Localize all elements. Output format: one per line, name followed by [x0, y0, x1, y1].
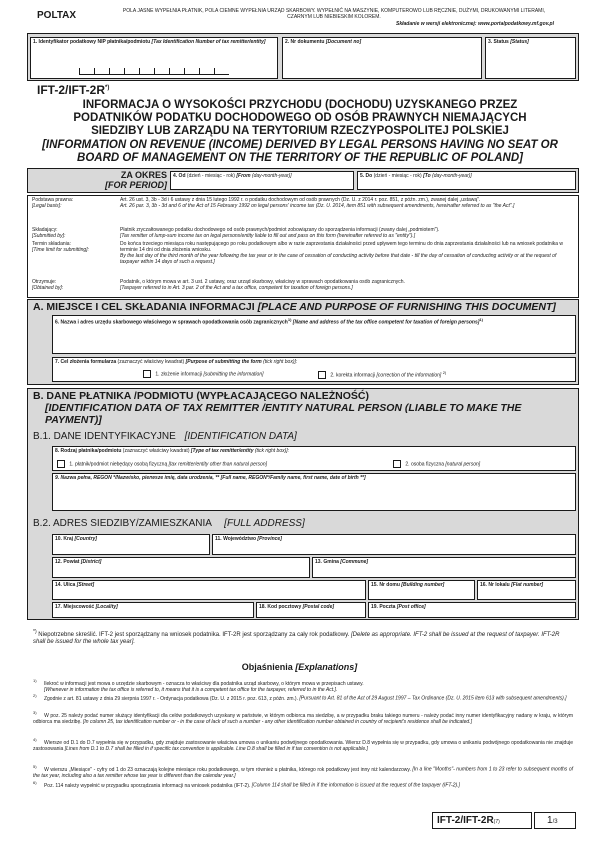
obtained-by-label-en: [Obtained by]: — [32, 285, 64, 291]
tax-id-digit-boxes — [79, 68, 229, 75]
remitter-natural-label: 2. osoba fizyczna — [405, 461, 445, 468]
tax-id-label: 1. Identyfikator podatkowy NIP płatnika/podmiotu — [33, 39, 151, 45]
submitted-by-label-en: [Submitted by]: — [32, 233, 66, 239]
status-label: 3. Status — [488, 39, 509, 45]
remitter-natural-label-en: [natural person] — [445, 461, 481, 468]
period-to-hint-en: (day-month-year)] — [432, 173, 472, 179]
section-b2-title-pl: B.2. ADRES SIEDZIBY/ZAMIESZKANIA — [33, 518, 212, 529]
flat-number-label-en: [Flat number] — [511, 582, 544, 588]
time-limit-label-en: [Time limit for submitting]: — [32, 247, 89, 253]
section-b1-title-en: [IDENTIFICATION DATA] — [184, 431, 297, 442]
purpose-field — [52, 357, 576, 382]
legal-basis-label-en: [Legal basis]: — [32, 203, 62, 209]
star-footnote-text: Niepotrzebne skreślić. IFT-2 jest sporządzany na wniosek podatnika. IFT-2R jest sporządzany za cały rok podatkowy. — [38, 632, 350, 638]
country-field[interactable] — [52, 534, 210, 555]
submitted-by-text-en: [Tax remitter of lump-sum income tax on legal persons/entity liable to fill out and pass on this form (hereinafter referred to as "entity").] — [120, 233, 416, 239]
remitter-type-label-en: [Type of tax remitter/entity — [190, 448, 254, 454]
submitted-by-text: Płatnik zryczałtowanego podatku dochodowego od osób prawnych/podmiot zobowiązany do sporządzenia informacji (zwany dalej „podmiotem"). — [120, 227, 440, 233]
remitter-natural-checkbox[interactable] — [393, 460, 401, 468]
explanation-5-text-en: [In a line "Months"- numbers from 1 to 23 refer to subsequent months of the tax year, including also a tax remitter whose tax year is different than the calendar year.] — [33, 766, 574, 779]
footer-version: (7) — [493, 819, 500, 825]
commune-label-en: [Commune] — [340, 559, 369, 565]
purpose-submit-label: 1. złożenie informacji — [155, 371, 203, 378]
section-b2-title-en: [FULL ADDRESS] — [224, 518, 305, 529]
postal-code-label-en: [Postal code] — [302, 604, 335, 610]
explanation-3-number: 3) — [33, 710, 37, 715]
post-office-field[interactable] — [368, 602, 576, 618]
period-to-label: 5. Do — [360, 173, 373, 179]
explanation-6-text: Poz. 114 należy wypełnić w przypadku sporządzania informacji na wniosek podatnika (IFT-2). — [43, 782, 251, 789]
remitter-type-option-natural[interactable] — [393, 460, 480, 468]
purpose-submit-label-en: [submitting the information] — [203, 371, 264, 378]
purpose-option-correction[interactable] — [318, 370, 446, 379]
section-b2-title — [33, 518, 305, 529]
locality-field[interactable] — [52, 602, 254, 618]
remitter-non-natural-checkbox[interactable] — [57, 460, 65, 468]
remitter-type-field — [52, 446, 576, 471]
purpose-correction-label: 2. korekta informacji — [330, 372, 376, 379]
tax-office-label: 6. Nazwa i adres urzędu skarbowego właściwego w sprawach opodatkowania osób zagranicznych — [55, 319, 288, 326]
form-code-text: IFT-2/IFT-2R — [37, 83, 106, 97]
obtained-by-text-en: [Taxpayer referred to in Art. 3 par. 2 of the Act and a tax office, competent for taxation of foreign persons.] — [120, 285, 353, 291]
legal-basis-text-en: Art. 26 par. 3, 3b - 3d and 6 of the Act of 15 February 1992 on legal persons' income tax (Dz. U. 2014, item 851 with subsequent amendments, hereinafter referred to as "the Act".] — [120, 203, 515, 209]
form-code — [37, 83, 109, 97]
time-limit-text-en: By the last day of the third month of the year following the tax year or in the case of cessation of conducting activity before that date - till the day of cessation of conducting activity or at the request of taxpayer within 14 days of such a request.] — [120, 253, 557, 265]
form-title-pl: INFORMACJA O WYSOKOŚCI PRZYCHODU (DOCHODU) UZYSKANEGO PRZEZ PODATNIKÓW PODATKU DOCHODOWEGO OD OSÓB PRAWNYCH NIEMAJĄCYCH SIEDZIBY LUB ZARZĄDU NA TERYTORIUM RZECZYPOSPOLITEJ POLSKIEJ — [73, 99, 527, 137]
post-office-label: 19. Poczta — [371, 604, 396, 610]
province-label: 11. Województwo — [215, 536, 257, 542]
explanation-4-number: 4) — [33, 737, 37, 742]
footer-pages: /3 — [552, 819, 558, 825]
district-field[interactable] — [52, 557, 310, 578]
period-from-label: 4. Od — [173, 173, 186, 179]
star-footnote — [33, 629, 573, 646]
explanation-6-text-en: [Column 114 shall be filled in if the information is issued at the request of the taxpayer (IFT-2).] — [251, 782, 460, 789]
remitter-non-natural-label: 1. płatnik/podmiot niebędący osobą fizyczną — [69, 461, 168, 468]
country-label-en: [Country] — [74, 536, 97, 542]
explanation-6-number: 6) — [33, 780, 37, 785]
explanation-3-text: W poz. 25 należy podać numer służący identyfikacji dla celów podatkowych uzyskany w państwie, w którym odbiorca ma siedzibę, a w przypadku braku takiego numeru - należy podać inny numer identyfikacyjny nadany w kraju, w którym odbiorca ma siedzibę. — [33, 712, 574, 725]
explanation-1-text-en: [Whenever in information the tax office is referred to, it means that it is a competent tax office for the taxpayer, referred to in the Act.]. — [44, 686, 338, 693]
tax-office-footnote-mark: 1) — [287, 317, 292, 322]
province-field[interactable] — [212, 534, 576, 555]
building-number-label-en: [Building number] — [401, 582, 445, 588]
star-footnote-mark: *) — [33, 629, 37, 635]
period-label — [95, 170, 167, 190]
fill-instructions: POLA JASNE WYPEŁNIA PŁATNIK, POLA CIEMNE WYPEŁNIA URZĄD SKARBOWY. WYPEŁNIĆ NA MASZYNIE, KOMPUTEROWO LUB RĘCZNIE, DUŻYMI, DRUKOWANYMI LITERAMI, CZARNYM LUB NIEBIESKIM KOLOREM. — [122, 8, 546, 20]
footer-page: 1 — [547, 815, 553, 826]
status-field — [485, 37, 576, 79]
period-to-field[interactable] — [357, 171, 576, 190]
full-name-field[interactable] — [52, 473, 576, 511]
explanation-2-text: Zgodnie z art. 81 ustawy z dnia 29 sierpnia 1997 r. - Ordynacja podatkowa (Dz. U. z 2015 r. poz. 613, z późn. zm.). — [43, 695, 298, 702]
street-field[interactable] — [52, 580, 366, 600]
explanations-title-en: [Explanations] — [295, 662, 358, 672]
form-code-footnote-mark: *) — [105, 85, 110, 91]
remitter-type-hint-en: (tick right box)]: — [254, 448, 290, 454]
street-label-en: [Street] — [76, 582, 95, 588]
time-limit-text: Do końca trzeciego miesiąca roku następującego po roku podatkowym albo w razie zaprzestania działalności przed upływem tego terminu do dnia zaprzestania działalności lub na wniosek podatnika w terminie 14 dni od dnia złożenia wniosku. — [120, 241, 564, 253]
period-from-field[interactable] — [170, 171, 354, 190]
province-label-en: [Province] — [257, 536, 282, 542]
section-a-title-en: [PLACE AND PURPOSE OF FURNISHING THIS DOCUMENT] — [257, 301, 556, 313]
flat-number-field[interactable] — [477, 580, 576, 600]
remitter-non-natural-label-en: [tax remitter/entity other than natural person] — [168, 461, 268, 468]
section-b-title-pl: B. DANE PŁATNIKA /PODMIOTU (WYPŁACAJĄCEGO NALEŻNOŚĆ) — [33, 390, 369, 402]
flat-number-label: 16. Nr lokalu — [480, 582, 510, 588]
section-b-title-en: [IDENTIFICATION DATA OF TAX REMITTER /ENTITY NATURAL PERSON (LIABLE TO MAKE THE PAYMENT)] — [45, 402, 522, 426]
obtained-by-label: Otrzymuje: — [32, 279, 57, 285]
document-number-label-en: [Document no] — [325, 39, 362, 45]
footer-code-text: IFT-2/IFT-2R — [437, 815, 494, 826]
locality-label-en: [Locality] — [95, 604, 118, 610]
explanation-item-3 — [33, 710, 573, 725]
remitter-type-option-non-natural[interactable] — [57, 460, 267, 468]
remitter-type-label: 8. Rodzaj płatnika/podmiotu — [55, 448, 122, 454]
building-number-label: 15. Nr domu — [371, 582, 400, 588]
document-number-label: 2. Nr dokumentu — [285, 39, 325, 45]
purpose-hint-en: (tick right box)]: — [263, 359, 298, 365]
explanation-1-number: 1) — [33, 678, 37, 683]
obtained-by-text: Podatnik, o którym mowa w art. 3 ust. 2 ustawy, oraz urząd skarbowy, właściwy w sprawach opodatkowania osób zagranicznych. — [120, 279, 405, 285]
full-name-label-mid: /Nazwisko, pierwsze imię, data urodzenia, ** — [115, 475, 220, 481]
document-number-field — [282, 37, 482, 79]
period-from-hint: (dzień - miesiąc - rok) — [186, 173, 235, 179]
legal-basis-label: Podstawa prawna: — [32, 197, 74, 203]
explanation-4-text: Wiersze od D.1 do D.7 wypełnia się w przypadku, gdy znajduje zastosowanie właściwa umowa o unikaniu podwójnego opodatkowania. Wiersz D.8 wypełnia się w przypadku, gdy umowa o unikaniu podwójnego opodatkowania nie znajduje zastosowania — [33, 739, 573, 752]
period-to-hint: (dzień - miesiąc - rok) — [373, 173, 422, 179]
explanation-5-number: 5) — [33, 764, 37, 769]
tax-office-label-en: [Name and address of the tax office competent for taxation of foreign persons] — [292, 319, 480, 326]
postal-code-field[interactable] — [256, 602, 366, 618]
legal-basis-block — [27, 195, 579, 298]
footer-page-number — [534, 812, 576, 829]
explanation-item-2 — [33, 693, 573, 702]
star-footnote-text-en: [Delete as appropriate. IFT-2 shall be issued at the request of taxpayer. IFT-2R shall be issued for the whole tax year]. — [33, 632, 560, 645]
street-label: 14. Ulica — [55, 582, 76, 588]
section-a-title — [33, 301, 573, 313]
purpose-label: 7. Cel złożenia formularza — [55, 359, 117, 365]
section-b-title — [33, 390, 573, 426]
explanation-item-4 — [33, 737, 573, 752]
section-b1-title-pl: B.1. DANE IDENTYFIKACYJNE — [33, 431, 176, 442]
district-label-en: [District] — [80, 559, 102, 565]
purpose-hint: (zaznaczyć właściwy kwadrat) — [117, 359, 185, 365]
tax-id-field[interactable] — [30, 37, 278, 79]
status-label-en: [Status] — [510, 39, 529, 45]
purpose-correction-label-en: [correction of the information] — [376, 372, 442, 379]
locality-label: 17. Miejscowość — [55, 604, 95, 610]
explanation-item-1 — [33, 678, 573, 693]
explanations-title — [0, 662, 599, 672]
submitted-by-label: Składający: — [32, 227, 58, 233]
form-title-en: [INFORMATION ON REVENUE (INCOME) DERIVED BY LEGAL PERSONS HAVING NO SEAT OR BOARD OF MANAGEMENT ON THE TERRITORY OF THE REPUBLIC OF POLAND] — [42, 139, 558, 164]
period-from-label-en: [From — [236, 173, 251, 179]
section-b1-title — [33, 431, 297, 442]
purpose-correction-footnote-mark: 2) — [442, 370, 447, 375]
explanation-5-text: W wierszu „Miesiące" - cyfry od 1 do 23 oznaczają kolejne miesiące roku podatkowego, w tym również u płatnika, którego rok podatkowy jest inny niż kalendarzowy. — [44, 766, 411, 773]
full-name-label: 9. Nazwa pełna, REGON * — [55, 475, 116, 481]
explanation-item-6 — [33, 780, 573, 789]
legal-basis-text: Art. 26 ust. 3, 3b - 3d i 6 ustawy z dnia 15 lutego 1992 r. o podatku dochodowym od osób prawnych (Dz. U. z 2014 r. poz. 851, z późn. zm.), zwanej dalej „ustawą". — [120, 197, 481, 203]
footer-form-code — [432, 812, 532, 829]
postal-code-label: 18. Kod pocztowy — [259, 604, 302, 610]
time-limit-label: Termin składania: — [32, 241, 71, 247]
purpose-correction-checkbox[interactable] — [318, 371, 326, 379]
post-office-label-en: [Post office] — [396, 604, 426, 610]
explanation-3-text-en: [In column 25, tax identification number or - in the case of lack of such a number - any other identification number obtained in country of recipient's residence shall be indicated.] — [83, 718, 472, 725]
commune-field[interactable] — [312, 557, 576, 578]
section-a-title-pl: A. MIEJSCE I CEL SKŁADANIA INFORMACJI — [33, 301, 255, 313]
period-to-label-en: [To — [423, 173, 431, 179]
remitter-type-hint: (zaznaczyć właściwy kwadrat) — [122, 448, 190, 454]
district-label: 12. Powiat — [55, 559, 80, 565]
purpose-label-en: [Purpose of submitting the form — [185, 359, 262, 365]
period-label-en: [FOR PERIOD] — [105, 180, 167, 190]
explanation-1-text: Ilekroć w informacji jest mowa o urzędzie skarbowym - oznacza to właściwy dla podatnika urząd skarbowy, o którym mowa w przepisach ustawy. — [43, 680, 364, 687]
building-number-field[interactable] — [368, 580, 475, 600]
purpose-submit-checkbox[interactable] — [143, 370, 151, 378]
tax-office-footnote-mark-en: 1) — [479, 317, 483, 322]
commune-label: 13. Gmina — [315, 559, 339, 565]
country-label: 10. Kraj — [55, 536, 74, 542]
tax-id-label-en: [Tax Identification Number of tax remitter/entity] — [151, 39, 266, 45]
electronic-submission-note: Składanie w wersji elektronicznej: www.portalpodatkowy.mf.gov.pl — [396, 21, 554, 27]
purpose-option-submit[interactable] — [143, 370, 264, 378]
tax-office-field[interactable] — [52, 315, 576, 354]
explanation-2-text-en: [Pursuant to Art. 81 of the Act of 29 August 1997 – Tax Ordinance (Dz. U. 2015 item 613 with subsequent amendments).] — [299, 695, 567, 702]
form-brand: POLTAX — [37, 10, 77, 21]
period-label-pl: ZA OKRES — [120, 170, 167, 180]
full-name-label-en: [Full name, REGON*/Family name, first name, date of birth **] — [220, 475, 366, 481]
explanation-4-text-en: [Lines from D.1 to D.7 shall be filled in if specific tax convention is applicable. Line D.8 shall be filled in if tax convention is not applicable.] — [64, 745, 368, 752]
period-from-hint-en: (day-month-year)] — [251, 173, 292, 179]
explanation-2-number: 2) — [33, 693, 37, 698]
explanations-title-pl: Objaśnienia — [241, 662, 293, 672]
explanation-item-5 — [33, 764, 573, 779]
